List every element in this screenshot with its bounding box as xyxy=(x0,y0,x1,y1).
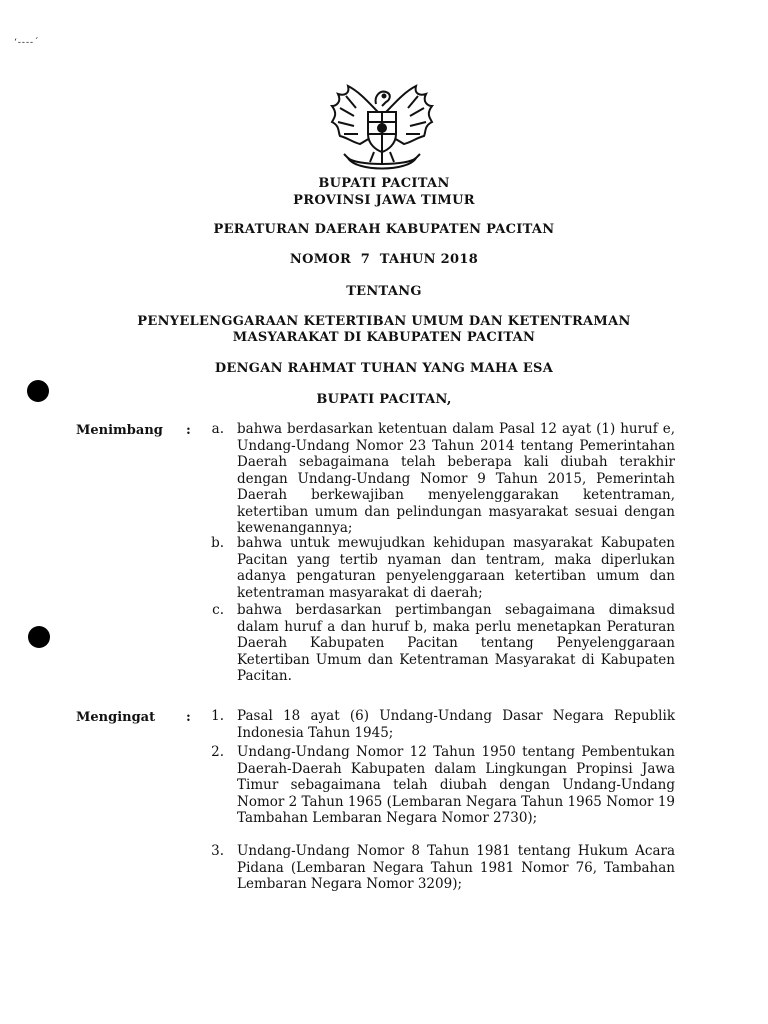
menimbang-item-a: bahwa berdasarkan ketentuan dalam Pasal 12 ayat (1) huruf e, Undang-Undang Nomor 23 Tahun 2014 tentang Pemerintahan Daerah sebagaimana telah beberapa kali diubah terakhir dengan Undang-Undang Nomor 9 Tahun 2015, Pemerintah Daerah berkewajiban menyelenggarakan ketentraman, ketertiban umum dan pelindungan masyarakat sesuai dengan kewenangannya; xyxy=(237,421,675,536)
mengingat-item-1: Pasal 18 ayat (6) Undang-Undang Dasar Negara Republik Indonesia Tahun 1945; xyxy=(237,708,675,741)
mengingat-item-3: Undang-Undang Nomor 8 Tahun 1981 tentang Hukum Acara Pidana (Lembaran Negara Tahun 1981 Nomor 76, Tambahan Lembaran Negara Nomor 3209); xyxy=(237,843,675,892)
mengingat-colon: : xyxy=(186,710,191,725)
menimbang-label: Menimbang xyxy=(76,423,163,438)
regulation-title: PERATURAN DAERAH KABUPATEN PACITAN xyxy=(213,222,555,237)
mengingat-label: Mengingat xyxy=(76,710,156,725)
mengingat-mark-2: 2. xyxy=(211,744,224,760)
subject-line-2: MASYARAKAT DI KABUPATEN PACITAN xyxy=(232,330,536,345)
mengingat-mark-3: 3. xyxy=(211,843,224,859)
about-heading: TENTANG xyxy=(346,284,422,299)
issuer-signature-heading: BUPATI PACITAN, xyxy=(316,392,452,407)
mengingat-item-2: Undang-Undang Nomor 12 Tahun 1950 tentang Pembentukan Daerah-Daerah Kabupaten dalam Lingkungan Propinsi Jawa Timur sebagaimana telah diubah dengan Undang-Undang Nomor 2 Tahun 1965 (Lembaran Negara Tahun 1965 Nomor 19 Tambahan Lembaran Negara Nomor 2730); xyxy=(237,744,675,826)
issuer-title: BUPATI PACITAN xyxy=(318,176,450,191)
punch-hole-bottom xyxy=(28,626,50,648)
blessing-line: DENGAN RAHMAT TUHAN YANG MAHA ESA xyxy=(214,361,554,376)
mengingat-mark-1: 1. xyxy=(211,708,224,724)
menimbang-colon: : xyxy=(186,423,191,438)
menimbang-mark-c: c. xyxy=(212,602,224,618)
province-title: PROVINSI JAWA TIMUR xyxy=(293,193,475,208)
garuda-emblem-icon xyxy=(330,82,434,174)
subject-line-1: PENYELENGGARAAN KETERTIBAN UMUM DAN KETENTRAMAN xyxy=(137,314,631,329)
menimbang-mark-b: b. xyxy=(211,535,224,551)
regulation-number: NOMOR 7 TAHUN 2018 xyxy=(289,252,479,267)
corner-mark: ‘----´ xyxy=(14,38,40,48)
menimbang-item-b: bahwa untuk mewujudkan kehidupan masyarakat Kabupaten Pacitan yang tertib nyaman dan tentram, maka diperlukan adanya pengaturan penyelenggaraan ketertiban umum dan ketentraman masyarakat di daerah; xyxy=(237,535,675,601)
punch-hole-top xyxy=(27,380,49,402)
menimbang-mark-a: a. xyxy=(211,421,224,437)
menimbang-item-c: bahwa berdasarkan pertimbangan sebagaimana dimaksud dalam huruf a dan huruf b, maka perlu menetapkan Peraturan Daerah Kabupaten Pacitan tentang Penyelenggaraan Ketertiban Umum dan Ketentraman Masyarakat di Kabupaten Pacitan. xyxy=(237,602,675,684)
